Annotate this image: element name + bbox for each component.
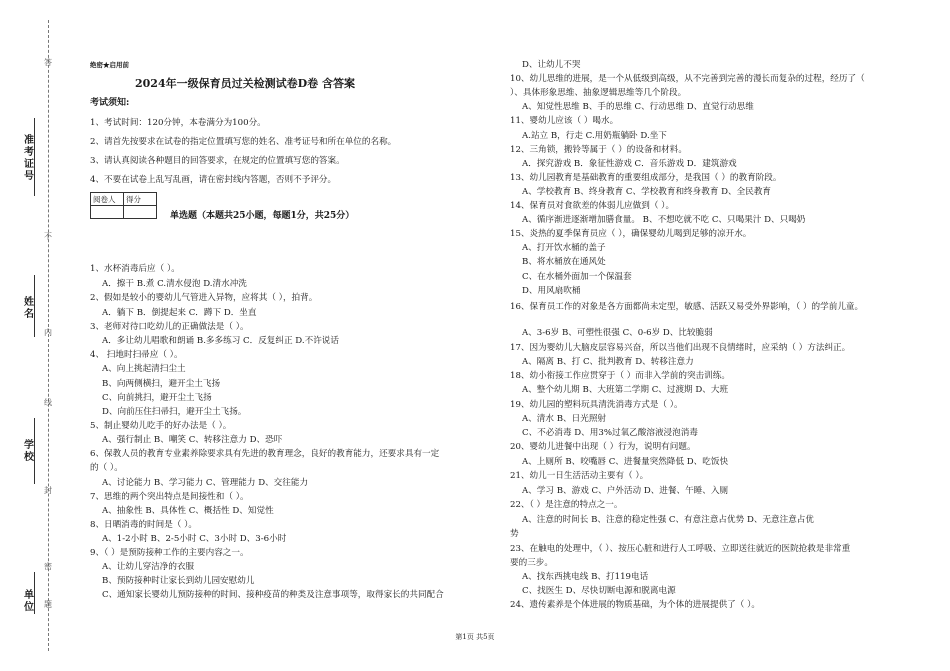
option-line: A、让幼儿穿洁净的衣服 (102, 562, 195, 572)
option-line: A、找东西挑电线 B、打119电话 (522, 572, 649, 582)
page-footer: 第1页 共5页 (455, 633, 495, 641)
seal-mark: 密 (44, 562, 52, 571)
option-line: C、不必消毒 D、用3%过氧乙酸溶液浸泡消毒 (522, 428, 698, 438)
option-line: A．多让幼儿唱歌和朗诵 B.多多练习 C．反复纠正 D.不许说话 (102, 336, 339, 346)
option-line: A．擦干 B.煮 C.清水侵泡 D.清水冲洗 (102, 279, 247, 289)
option-line: A、上厕所 B、咬嘴唇 C、进餐量突然降低 D、吃饭快 (522, 457, 729, 467)
question-line: 9、（ ）是预防接种工作的主要内容之一。 (90, 548, 249, 558)
option-line: A、整个幼儿期 B、大班第二学期 C、过渡期 D、大班 (522, 385, 729, 395)
question-line: 1、水杯消毒后应（ ）。 (90, 264, 180, 274)
seal-mark: 封 (44, 486, 52, 495)
option-line: C、通知家长婴幼儿预防接种的时间、接种疫苗的种类及注意事项等，取得家长的共同配合 (102, 590, 444, 600)
question-line: 24、遗传素养是个体进展的物质基础，为个体的进展提供了（ ）。 (510, 600, 760, 610)
seal-mark: 答 (44, 58, 52, 67)
section-title: 单选题（本题共25小题，每题1分，共25分） (170, 211, 355, 221)
question-line: 13、幼儿园教育是基础教育的重要组成部分，是我国（ ）的教育阶段。 (510, 173, 782, 183)
option-line: A、学校教育 B、终身教育 C、学校教育和终身教育 D、全民教育 (522, 187, 772, 197)
option-line: A、向上挑起清扫尘土 (102, 364, 186, 374)
question-line: 10、幼儿思维的进展，是一个从低级到高级，从不完善到完善的漫长而复杂的过程，经历了（ (510, 74, 865, 84)
option-line: D、向前压住扫帚扫，避开尘土飞扬。 (102, 407, 247, 417)
question-line: 21、幼儿一日生活活动主要有（ ）。 (510, 471, 649, 481)
option-line: C、在水桶外面加一个保温套 (522, 272, 632, 282)
option-line: B、将水桶放在通风处 (522, 257, 606, 267)
question-line: 3、老师对待口吃幼儿的正确做法是（ ）。 (90, 322, 249, 332)
question-line: 18、幼小衔接工作应贯穿于（ ）而非入学前的突击训练。 (510, 371, 730, 381)
option-line: A、隔离 B、打 C、批判教育 D、转移注意力 (522, 357, 694, 367)
question-line: 的（ ）。 (90, 463, 123, 473)
option-line: A、抽象性 B、具体性 C、概括性 D、知觉性 (102, 506, 274, 516)
option-line: A、清水 B、日光照射 (522, 414, 607, 424)
option-line: A、1-2小时 B、2-5小时 C、3小时 D、3-6小时 (102, 534, 287, 544)
option-line: A、学习 B、游戏 C、户外活动 D、进餐、午睡、入厕 (522, 486, 729, 496)
confidential-mark: 绝密★启用前 (90, 61, 129, 69)
option-line: B、向两侧横扫，避开尘土飞扬 (102, 379, 221, 389)
unit-line (34, 572, 35, 614)
seal-mark: 线 (44, 398, 52, 407)
option-line: C、找医生 D、尽快切断电源和脱离电源 (522, 586, 676, 596)
grader-label: 阅卷人 (91, 193, 124, 206)
option-line: A、3-6岁 B、可塑性很强 C、0-6岁 D、比较脆弱 (522, 328, 713, 338)
school-line (34, 418, 35, 484)
option-line: A、知觉性思维 B、手的思维 C、行动思维 D、直觉行动思维 (522, 102, 754, 112)
question-line: 8、日晒消毒的时间是（ ）。 (90, 520, 198, 530)
question-line: 17、因为婴幼儿大脑皮层容易兴奋，所以当他们出现不良情绪时，应采纳（ ）方法纠正。 (510, 343, 851, 353)
question-line: 4、 扫地时扫帚应（ ）。 (90, 350, 183, 360)
question-line: 23、在触电的处理中，（ ）、按压心脏和进行人工呼吸、立即送往就近的医院抢救是非常重 (510, 544, 851, 554)
notice-item: 1、考试时间：120分钟，本卷满分为100分。 (90, 118, 266, 128)
question-line: 7、思维的两个突出特点是间接性和（ ）。 (90, 492, 249, 502)
option-line: B、预防接种时让家长到幼儿园安慰幼儿 (102, 576, 255, 586)
option-line: A、打开饮水桶的盖子 (522, 243, 606, 253)
option-line: A．探究游戏 B．象征性游戏 C．音乐游戏 D．建筑游戏 (522, 159, 737, 169)
option-line: A.站立 B，行走 C.用奶瓶躺卧 D.坐下 (522, 131, 667, 141)
seal-mark: 不 (44, 232, 52, 241)
option-line: A、循序渐进逐渐增加膳食量。 B、不想吃就不吃 C、只喝果汁 D、只喝奶 (522, 215, 806, 225)
question-line: 22、（ ）是注意的特点之一。 (510, 500, 623, 510)
question-line: 14、保育员对食欲差的体弱儿应做到（ ）。 (510, 201, 675, 211)
option-line: C、向前挑扫，避开尘土飞扬 (102, 393, 212, 403)
notice-item: 2、请首先按要求在试卷的指定位置填写您的姓名、准考证号和所在单位的名称。 (90, 137, 397, 147)
option-line: A、注意的时间长 B、注意的稳定性强 C、有意注意占优势 D、无意注意占优 (522, 515, 814, 525)
exam-number-label: 准考证号 (24, 135, 34, 182)
exam-number-line (34, 118, 35, 196)
unit-label: 单位 (24, 590, 34, 613)
question-line: 2、假如是较小的婴幼儿气管进入异物，应将其（ ），拍背。 (90, 293, 318, 303)
question-line: 6、保教人员的教育专业素养除要求具有先进的教育理念，良好的教育能力，还要求具有一定 (90, 449, 440, 459)
score-table (90, 192, 157, 219)
question-line: 5、制止婴幼儿吃手的好办法是（ ）。 (90, 421, 232, 431)
question-line: 11、婴幼儿应该（ ）喝水。 (510, 116, 619, 126)
seal-mark: 题 (44, 600, 52, 609)
question-line: 20、婴幼儿进餐中出现（ ）行为，说明有问题。 (510, 442, 696, 452)
score-label: 得分 (124, 193, 157, 206)
seal-mark: 内 (44, 328, 52, 337)
option-line: A、讨论能力 B、学习能力 C、管理能力 D、交往能力 (102, 478, 309, 488)
option-line: D、让幼儿不哭 (522, 60, 581, 70)
question-line: 15、炎热的夏季保育员应（ ），确保婴幼儿喝到足够的凉开水。 (510, 229, 752, 239)
question-line: 12、三角锁，搬铃等属于（ ）的设备和材料。 (510, 145, 687, 155)
option-line: A、强行制止 B、嘲笑 C、转移注意力 D、恐吓 (102, 435, 283, 445)
notice-heading: 考试须知: (90, 98, 130, 108)
notice-item: 4、不要在试卷上乱写乱画，请在密封线内答题，否则不予评分。 (90, 175, 337, 185)
question-line: ）、具体形象思维、抽象逻辑思维等几个阶段。 (510, 88, 687, 98)
option-line: D、用风扇吹桶 (522, 286, 581, 296)
question-line: 要的三步。 (510, 558, 553, 568)
grader-cell[interactable] (91, 206, 124, 219)
school-label: 学校 (24, 440, 34, 463)
option-line: 势 (510, 529, 519, 539)
option-line: A．躺下 B．倒提起来 C．蹲下 D．坐直 (102, 308, 257, 318)
binding-margin (0, 0, 70, 671)
question-line: 16、保育员工作的对象是各方面都尚未定型，敏感、活跃又易受外界影响，（ ）的学前儿童。 (510, 302, 864, 312)
page-title: 2024年一级保育员过关检测试卷D卷 含答案 (135, 77, 355, 90)
name-label: 姓名 (24, 297, 34, 320)
name-line (34, 275, 35, 337)
score-cell[interactable] (124, 206, 157, 219)
notice-item: 3、请认真阅读各种题目的回答要求，在规定的位置填写您的答案。 (90, 156, 345, 166)
question-line: 19、幼儿园的塑料玩具清洗消毒方式是（ ）。 (510, 400, 683, 410)
